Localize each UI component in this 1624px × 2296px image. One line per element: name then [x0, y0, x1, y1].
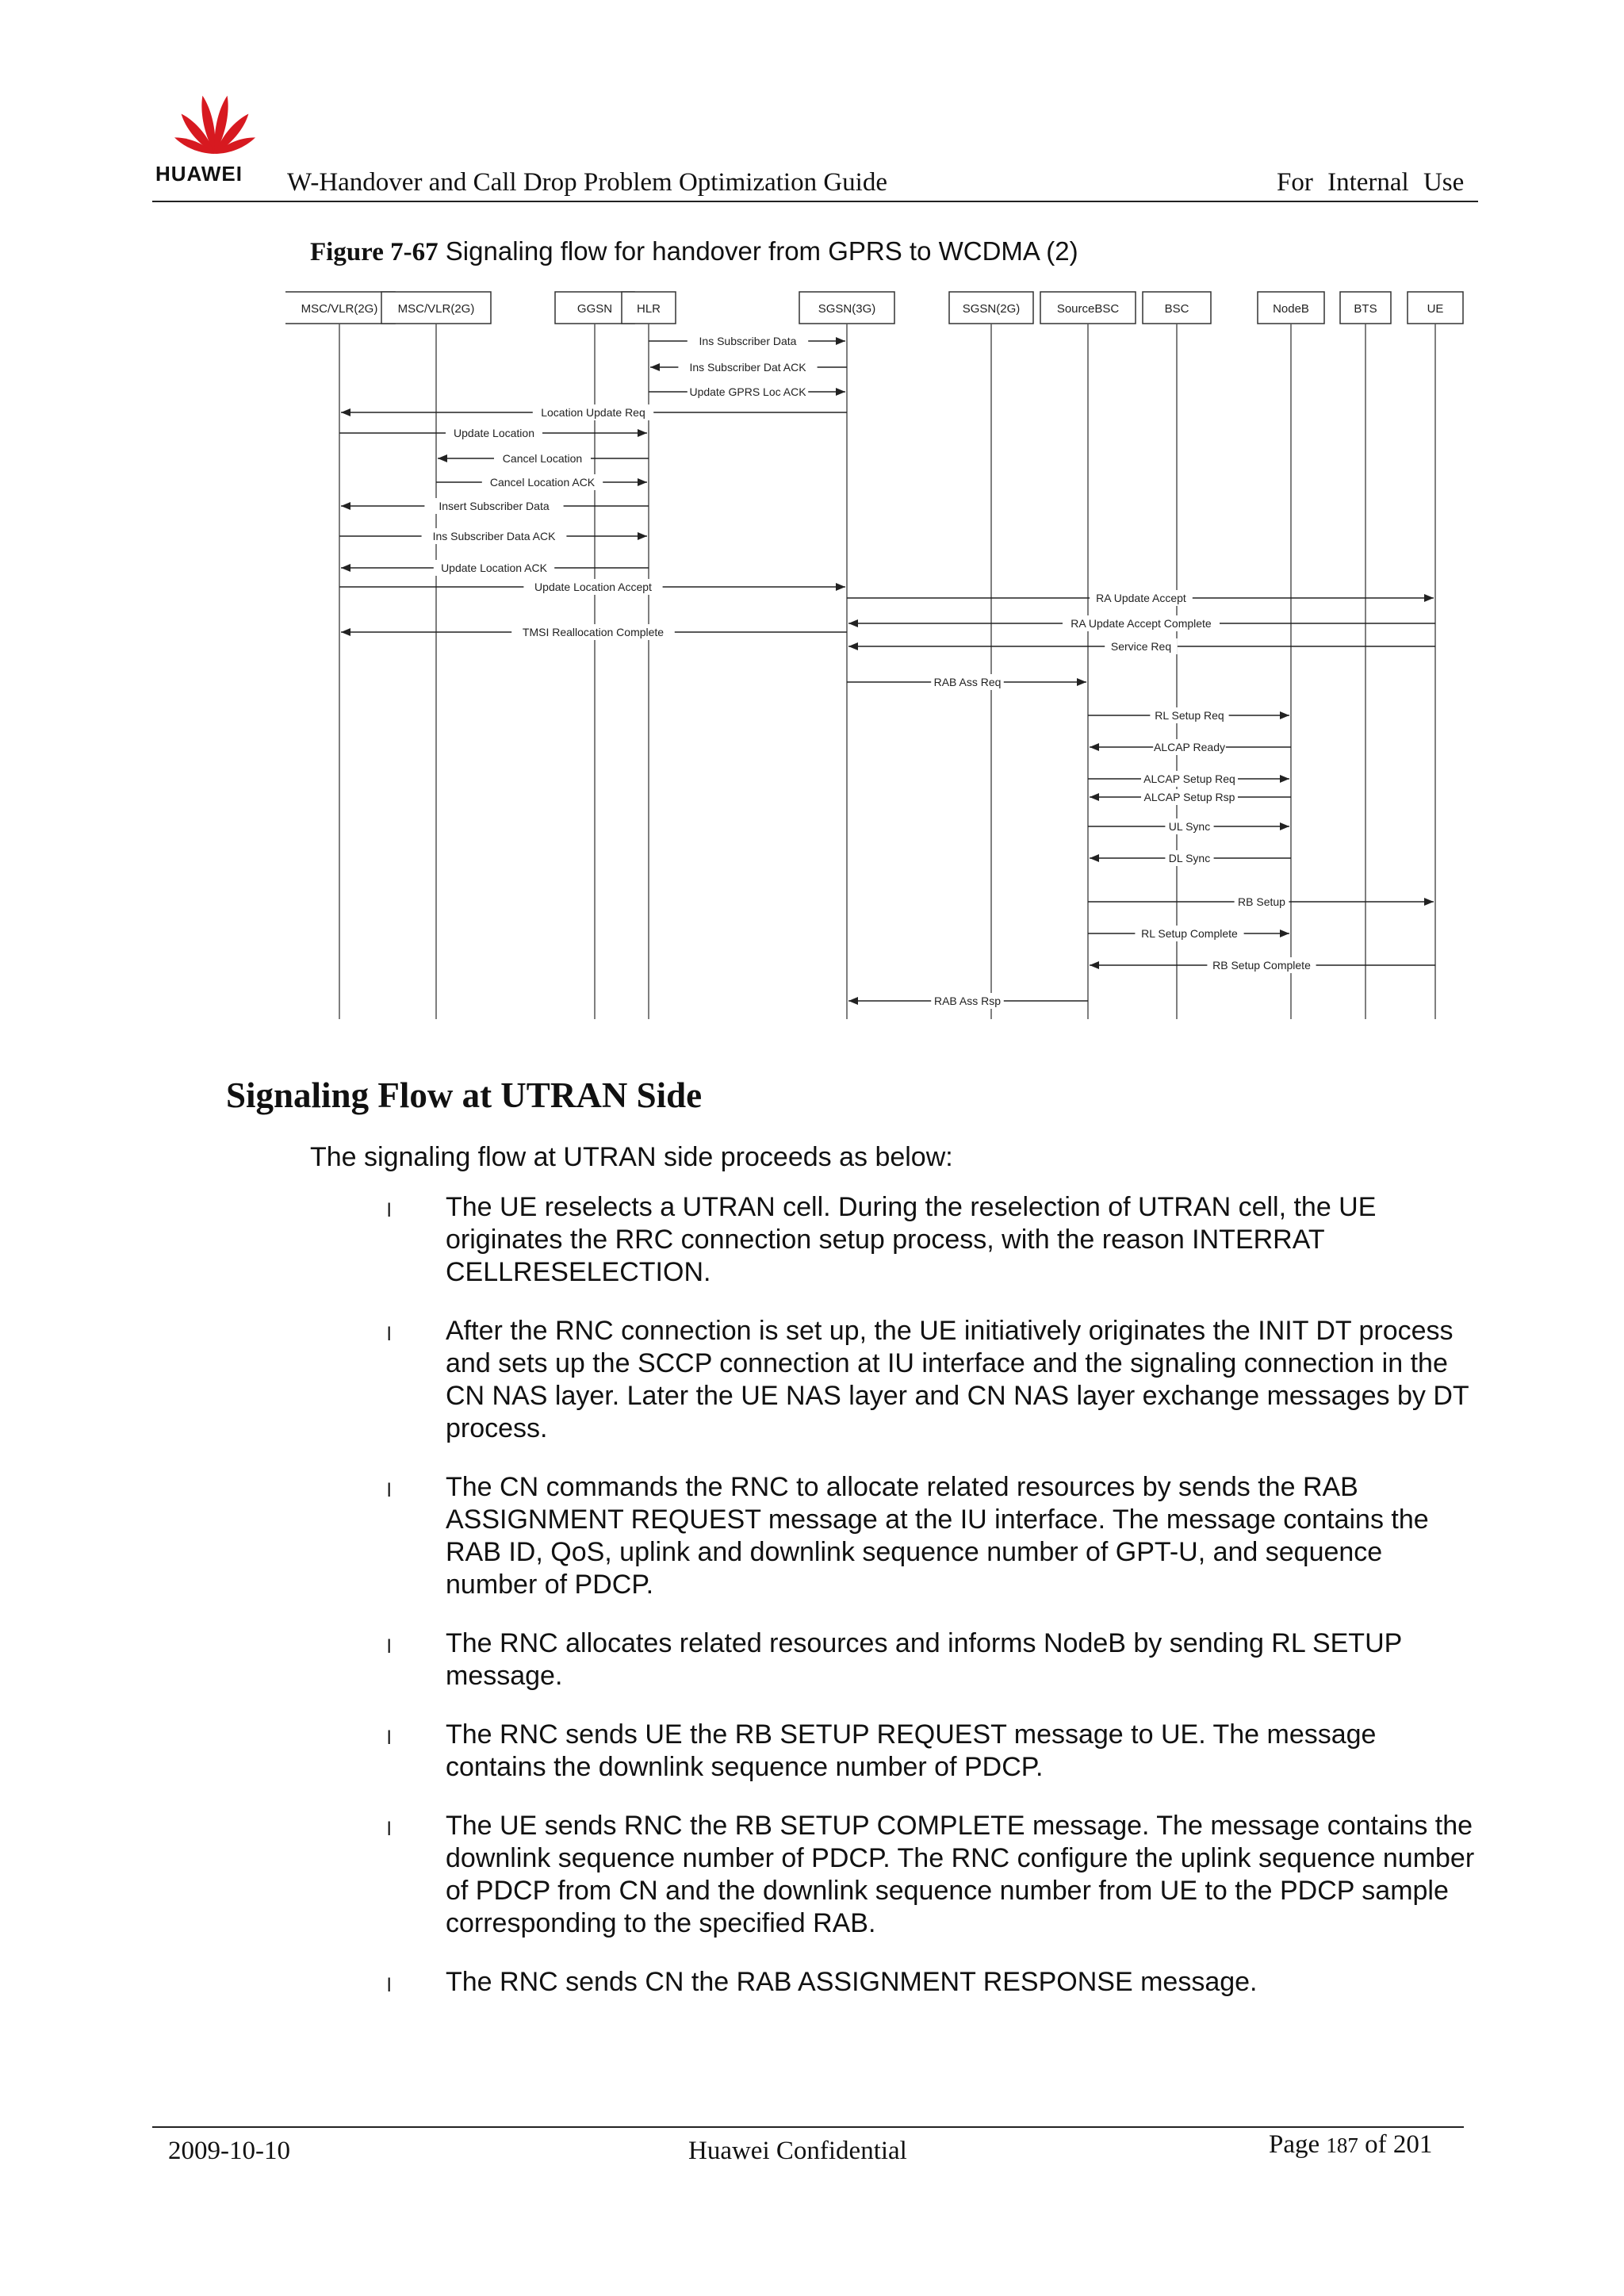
- page-number: 187: [1326, 2133, 1358, 2157]
- header-divider: [152, 201, 1478, 202]
- footer-date: 2009-10-10: [168, 2137, 290, 2165]
- message-label: Update Location: [454, 427, 534, 439]
- message-label: RA Update Accept Complete: [1071, 617, 1212, 630]
- bullet-mark: l: [387, 1727, 392, 1749]
- list-item-text: The CN commands the RNC to allocate related resources by sends the RAB ASSIGNMENT REQUEST message at the IU interface. The message contains the RAB ID, QoS, uplink and downlink sequence number of GPT-U, and sequence number of PDCP.: [446, 1472, 1429, 1600]
- bullet-mark: l: [387, 1975, 392, 1996]
- entity-label: SGSN(3G): [818, 302, 876, 316]
- message-label: Cancel Location: [502, 452, 583, 465]
- message-label: Update Location ACK: [441, 562, 547, 574]
- entity-label: MSC/VLR(2G): [397, 302, 475, 316]
- entity-label: MSC/VLR(2G): [301, 302, 378, 316]
- list-item-text: The UE reselects a UTRAN cell. During the reselection of UTRAN cell, the UE originates the RRC connection setup process, with the reason INTERRAT CELLRESELECTION.: [446, 1192, 1377, 1287]
- list-item: [381, 1966, 1475, 1999]
- page-label: Page: [1269, 2130, 1320, 2159]
- figure-caption: [310, 236, 1078, 267]
- bullet-mark: l: [387, 1480, 392, 1501]
- section-intro: The signaling flow at UTRAN side proceeds as below:: [310, 1142, 953, 1172]
- bullet-mark: l: [387, 1819, 392, 1840]
- list-item: [381, 1719, 1475, 1784]
- entity-label: UE: [1427, 302, 1444, 316]
- message-label: Insert Subscriber Data: [439, 500, 550, 512]
- list-item: [381, 1471, 1475, 1601]
- page-total: 201: [1392, 2130, 1433, 2159]
- entity-label: SourceBSC: [1056, 302, 1120, 316]
- list-item-text: The RNC sends UE the RB SETUP REQUEST message to UE. The message contains the downlink sequence number of PDCP.: [446, 1719, 1377, 1782]
- document-title: W-Handover and Call Drop Problem Optimization Guide: [287, 168, 888, 197]
- message-label: RAB Ass Rsp: [933, 995, 1002, 1007]
- footer-divider: [152, 2126, 1464, 2128]
- section-heading: Signaling Flow at UTRAN Side: [226, 1075, 703, 1115]
- message-label: RL Setup Complete: [1141, 927, 1238, 940]
- signaling-flow-diagram: [285, 286, 1475, 1023]
- message-label: RB Setup: [1238, 895, 1285, 908]
- message-label: Update GPRS Loc ACK: [689, 385, 806, 398]
- message-label: RA Update Accept: [1096, 592, 1186, 604]
- message-label: Update Location Accept: [534, 581, 652, 593]
- message-label: Ins Subscriber Data: [699, 335, 797, 347]
- message-label: UL Sync: [1168, 820, 1211, 833]
- page-indicator: [1269, 2130, 1432, 2160]
- message-label: Ins Subscriber Data ACK: [432, 530, 556, 542]
- list-item-text: The RNC allocates related resources and informs NodeB by sending RL SETUP message.: [446, 1628, 1402, 1691]
- bullet-mark: l: [387, 1636, 392, 1658]
- bullet-mark: l: [387, 1324, 392, 1345]
- entity-label: NodeB: [1273, 302, 1309, 316]
- message-label: ALCAP Ready: [1153, 741, 1226, 753]
- message-label: RL Setup Req: [1155, 709, 1224, 722]
- message-label: Cancel Location ACK: [489, 476, 596, 489]
- list-item-text: The UE sends RNC the RB SETUP COMPLETE message. The message contains the downlink sequence number of PDCP. The RNC configure the uplink sequence number of PDCP from CN and the downlink sequence number from UE to the PDCP sample corresponding to the specified RAB.: [446, 1811, 1475, 1938]
- list-item: [381, 1191, 1475, 1289]
- entity-label: SGSN(2G): [962, 302, 1021, 316]
- message-label: DL Sync: [1168, 852, 1211, 864]
- entity-label: BTS: [1354, 302, 1377, 316]
- list-item-text: After the RNC connection is set up, the UE initiatively originates the INIT DT process and sets up the SCCP connection at IU interface and the signaling connection in the CN NAS layer. Later the UE NAS layer and CN NAS layer exchange messages by DT process.: [446, 1316, 1469, 1443]
- figure-number: Figure 7-67: [310, 238, 439, 266]
- entity-label: BSC: [1164, 302, 1189, 316]
- bullet-list: [381, 1191, 1475, 2025]
- message-label: Location Update Req: [541, 406, 645, 419]
- huawei-wordmark: HUAWEI: [155, 162, 243, 186]
- message-label: Service Req: [1110, 640, 1172, 653]
- list-item: [381, 1810, 1475, 1940]
- entity-label: HLR: [636, 302, 661, 316]
- message-label: ALCAP Setup Req: [1143, 772, 1235, 785]
- page-of: of: [1365, 2130, 1387, 2159]
- footer-confidential: Huawei Confidential: [688, 2137, 907, 2165]
- figure-caption-text: Signaling flow for handover from GPRS to WCDMA (2): [445, 236, 1078, 266]
- classification-label: For Internal Use: [1277, 168, 1465, 197]
- entity-label: GGSN: [576, 302, 613, 316]
- bullet-mark: l: [387, 1200, 392, 1221]
- message-label: RB Setup Complete: [1212, 959, 1311, 972]
- message-label: RAB Ass Req: [933, 676, 1002, 688]
- huawei-logo: [155, 82, 274, 186]
- message-label: Ins Subscriber Dat ACK: [689, 361, 806, 374]
- message-label: ALCAP Setup Rsp: [1143, 791, 1235, 803]
- list-item: [381, 1315, 1475, 1445]
- message-label: TMSI Reallocation Complete: [522, 626, 665, 638]
- list-item: [381, 1627, 1475, 1692]
- list-item-text: The RNC sends CN the RAB ASSIGNMENT RESPONSE message.: [446, 1967, 1258, 1997]
